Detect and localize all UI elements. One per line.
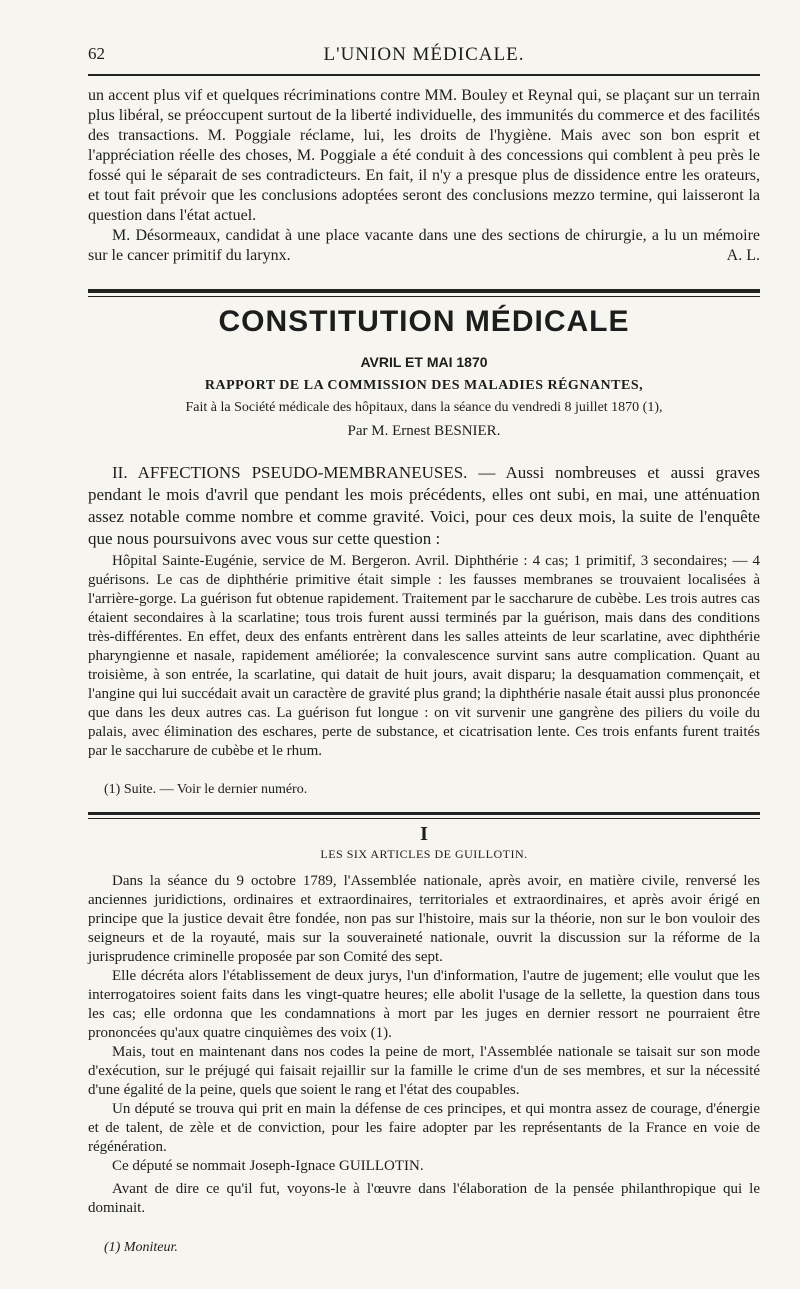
feuilleton-rule-thin xyxy=(88,818,760,819)
signature: A. L. xyxy=(726,247,760,264)
section-subheads xyxy=(88,352,760,441)
feuilleton-paragraph: Dans la séance du 9 octobre 1789, l'Assemblée nationale, après avoir, en matière civile, renversé les anciennes juridictions, ordinaires et extraordinaires, territoriales et extraordinaires, et après avoir érigé en principe que la justice devait être fondée, non pas sur l'histoire, mais sur la théorie, non sur le bon vouloir des seigneurs et de la royauté, mais sur la souveraineté nationale, ouvrit la discussion sur la réforme de la jurisprudence criminelle proposée par son Comité des sept. xyxy=(88,873,760,965)
feuilleton-body xyxy=(88,872,760,1218)
intro-paragraph: II. AFFECTIONS PSEUDO-MEMBRANEUSES. — Aussi nombreuses et aussi graves pendant le mois d'avril que pendant les mois précédents, elles ont subi, en mai, une atténuation assez notable comme nombre et comme gravité. Voici, pour ces deux mois, la suite de l'enquête que nous poursuivons avec vous sur cette question : xyxy=(88,463,760,548)
page-header xyxy=(88,44,760,72)
feuilleton-paragraph: Mais, tout en maintenant dans nos codes la peine de mort, l'Assemblée nationale se taisait sur son mode d'exécution, sur le préjugé qui faisait rejaillir sur la famille le crime d'un de ses membres, et sur la nécessité d'une égalité de la peine, quels que soient le rang et l'état des coupables. xyxy=(88,1044,760,1098)
body-paragraph: Hôpital Sainte-Eugénie, service de M. Bergeron. Avril. Diphthérie : 4 cas; 1 primitif, 3 secondaires; — 4 guérisons. Le cas de diphthérie primitive était simple : les fausses membranes se trouvaient localisées à l'arrière-gorge. La guérison fut obtenue rapidement. Traitement par le saccharure de cubèbe. Les trois autres cas étaient secondaires à la scarlatine; tous trois furent aussi terminés par la guérison, mais dans des conditions très-différentes. En effet, deux des enfants entrèrent dans les salles atteints de leur scarlatine, avec diphthérie pharyngienne et nasale, rapidement améliorée; la convalescence survint sans autre complication. Quant au troisième, à son entrée, la scarlatine, qui datait de huit jours, avait disparu; la desquamation commençait, et l'angine qui lui succédait avait un caractère de gravité plus grand; la diphthérie nasale était aussi plus prononcée que dans les deux autres cas. La guérison fut longue : on vit survenir une gangrène des piliers du voile du palais, avec élimination des eschares, perte de substance, et cicatrisation lente. Ces trois enfants furent traités par le saccharure de cubèbe et le rhum. xyxy=(88,553,760,759)
continued-article xyxy=(88,86,760,266)
section-intro xyxy=(88,462,760,550)
feuilleton-paragraph: Elle décréta alors l'établissement de deux jurys, l'un d'information, l'autre de jugement; elle voulut que les interrogatoires soient faits dans les vingt-quatre heures; elle abolit l'usage de la sellette, la question dans tous les cas; elle ordonna que les condamnations à mort par les juges en dernier ressort ne pourraient être prononcées qu'aux quatre cinquièmes des voix (1). xyxy=(88,968,760,1041)
roman-numeral: I xyxy=(420,823,428,845)
feuilleton-footnote: (1) Moniteur. xyxy=(104,1240,178,1255)
section-body xyxy=(88,552,760,761)
feuilleton-title: LES SIX ARTICLES DE GUILLOTIN. xyxy=(320,847,528,861)
feuilleton-rule-thick xyxy=(88,812,760,815)
report-author: Par M. Ernest BESNIER. xyxy=(347,423,501,439)
section-rule-thick xyxy=(88,289,760,293)
journal-title: L'UNION MÉDICALE. xyxy=(323,44,525,65)
article-paragraph xyxy=(88,226,760,266)
page-number: 62 xyxy=(88,44,105,63)
header-rule xyxy=(88,74,760,76)
report-context: Fait à la Société médicale des hôpitaux, dans la séance du vendredi 8 juillet 1870 (1), xyxy=(185,400,663,415)
section-rule-thin xyxy=(88,296,760,297)
feuilleton-paragraph: Un député se trouva qui prit en main la défense de ces principes, et qui montra assez de courage, d'énergie et de talent, de zèle et de conviction, pour les faire adopter par les représentants de la France en voie de régénération. xyxy=(88,1101,760,1155)
section-title: CONSTITUTION MÉDICALE xyxy=(218,305,630,338)
report-heading: RAPPORT DE LA COMMISSION DES MALADIES RÉGNANTES, xyxy=(204,378,644,393)
feuilleton-heading xyxy=(88,822,760,862)
section-subtitle: AVRIL ET MAI 1870 xyxy=(360,354,488,370)
feuilleton-paragraph: Avant de dire ce qu'il fut, voyons-le à l'œuvre dans l'élaboration de la pensée philanthropique qui le dominait. xyxy=(88,1181,760,1216)
article-paragraph: un accent plus vif et quelques récriminations contre MM. Bouley et Reynal qui, se plaçant sur un terrain plus libéral, se préoccupent surtout de la liberté individuelle, des immunités du commerce et des facilités des transactions. M. Poggiale réclame, lui, les droits de l'hygiène. Mais avec son bon esprit et l'appréciation réelle des choses, M. Poggiale a été conduit à des concessions qui comblent à peu près le fossé qui le séparait de ses contradicteurs. En fait, il n'y a presque plus de dissidence entre les orateurs, et tout fait prévoir que les conclusions adoptées seront des conclusions mezzo termine, qui laisseront la question dans l'état actuel. xyxy=(88,87,760,224)
desormeaux-text: M. Désormeaux, candidat à une place vacante dans une des sections de chirurgie, a lu un mémoire sur le cancer primitif du larynx. xyxy=(88,227,760,264)
feuilleton-paragraph: Ce député se nommait Joseph-Ignace GUILLOTIN. xyxy=(112,1158,424,1174)
section-footnote: (1) Suite. — Voir le dernier numéro. xyxy=(104,782,308,797)
